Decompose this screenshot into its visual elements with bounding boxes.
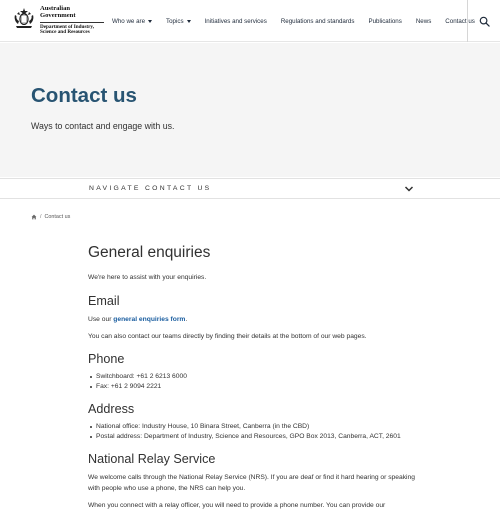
site-header: [0, 0, 500, 42]
in-page-navigation-toggle[interactable]: [0, 178, 500, 199]
page-title: Contact us: [31, 84, 137, 107]
in-page-navigation-label: NAVIGATE CONTACT US: [89, 185, 212, 192]
nav-item-label: Publications: [368, 17, 402, 25]
general-enquiries-form-link[interactable]: general enquiries form: [113, 316, 186, 324]
home-icon[interactable]: [31, 214, 37, 220]
search-icon: [479, 16, 490, 27]
email-text: [88, 314, 418, 325]
address-list: [88, 422, 418, 442]
phone-switchboard: Switchboard: +61 2 6213 6000: [88, 372, 418, 382]
logo-text: [40, 6, 104, 36]
general-enquiries-heading: General enquiries: [88, 244, 211, 261]
nav-item-label: Contact us: [445, 17, 475, 25]
email-text-before: Use our: [88, 316, 114, 324]
nav-item-label: Initiatives and services: [204, 17, 267, 25]
nav-item-label: Topics: [166, 17, 184, 25]
main-nav: [112, 0, 489, 42]
logo-government-name: Australian Government: [40, 6, 104, 23]
general-enquiries-text: We're here to assist with your enquiries.: [88, 273, 207, 281]
nrs-text: We welcome calls through the National Relay Service (NRS). If you are deaf or find it hard hearing or speaking with people who use a phone, the NRS can help you.: [88, 473, 415, 492]
phone-fax: Fax: +61 2 9094 2221: [88, 382, 418, 392]
main-content: [88, 244, 418, 511]
email-heading: Email: [88, 293, 120, 308]
chevron-down-icon: [404, 184, 414, 194]
caret-down-icon: [187, 20, 191, 23]
phone-list: [88, 372, 418, 392]
breadcrumb-separator: /: [40, 214, 42, 220]
email-text-after: .: [185, 316, 188, 324]
nav-item-label: News: [415, 17, 432, 25]
logo-department-line-1: Department of Industry,: [40, 23, 95, 30]
page-subtitle: Ways to contact and engage with us.: [31, 121, 175, 131]
nav-item-topics[interactable]: [166, 18, 191, 25]
nrs-text-2: When you connect with a relay officer, you will need to provide a phone number. You can provide our: [88, 501, 386, 509]
nav-item-label: Who we are: [112, 17, 146, 25]
search-button[interactable]: [467, 0, 500, 42]
address-heading: Address: [88, 402, 135, 417]
address-national-office: National office: Industry House, 10 Binara Street, Canberra (in the CBD): [88, 422, 418, 432]
nav-item-regulations-and-standards[interactable]: [281, 18, 355, 25]
nav-item-label: Regulations and standards: [280, 17, 355, 25]
logo-department-line-2: Science and Resources: [40, 29, 90, 36]
coat-of-arms-icon: [12, 6, 36, 30]
nav-item-initiatives-and-services[interactable]: [205, 18, 267, 25]
breadcrumb: [31, 214, 70, 220]
address-postal: Postal address: Department of Industry, Science and Resources, GPO Box 2013, Canberra, ACT, 2601: [88, 432, 418, 442]
nav-item-who-we-are[interactable]: [112, 18, 152, 25]
caret-down-icon: [148, 20, 152, 23]
breadcrumb-current: Contact us: [44, 214, 71, 220]
national-relay-service-heading: National Relay Service: [88, 452, 216, 467]
nav-item-news[interactable]: [416, 18, 431, 25]
government-logo[interactable]: [12, 6, 104, 37]
page-hero: [0, 43, 500, 177]
email-teams-text: You can also contact our teams directly by finding their details at the bottom of our web pages.: [88, 333, 367, 341]
nav-item-publications[interactable]: [368, 18, 401, 25]
phone-heading: Phone: [88, 352, 125, 367]
